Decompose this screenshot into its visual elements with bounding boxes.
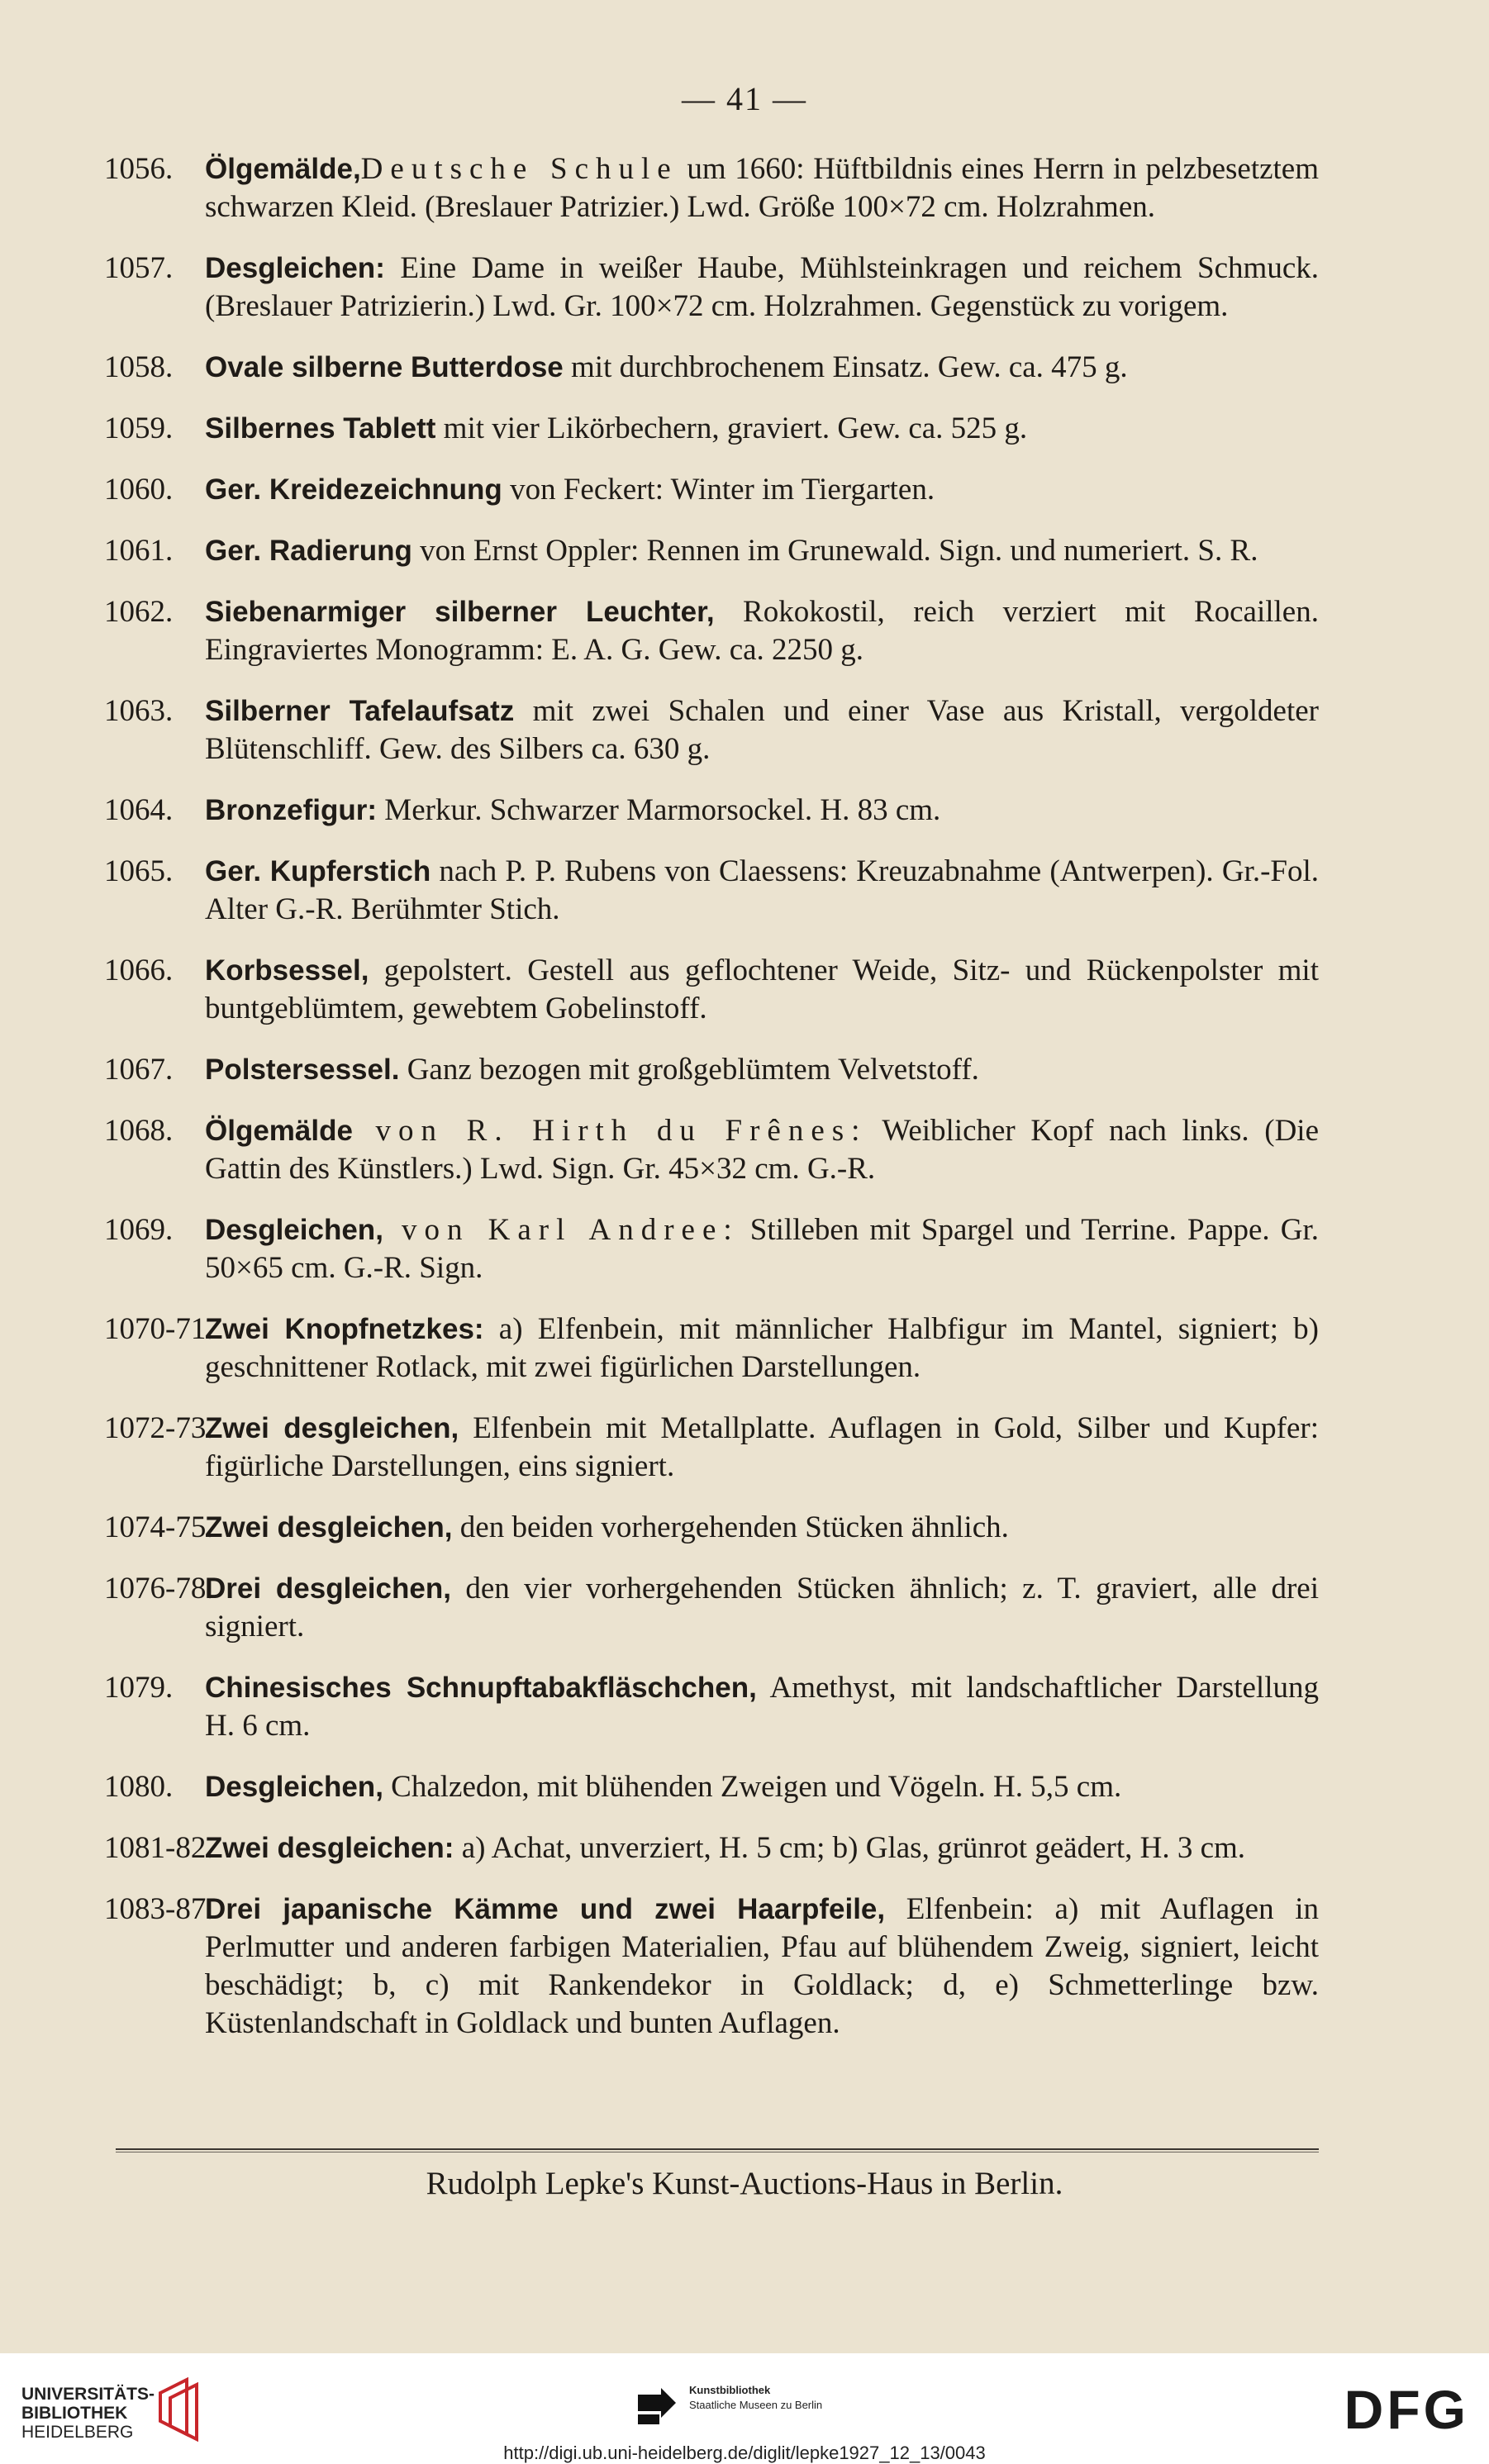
catalog-entry (104, 692, 1319, 768)
catalog-entry (104, 1310, 1319, 1387)
lot-description: nach P. P. Rubens von Claessens: Kreuzabnahme (Antwerpen). Gr.-Fol. Alter G.-R. Berühmter Stich. (205, 854, 1319, 926)
digitization-footer (0, 2353, 1489, 2464)
catalog-entry (104, 593, 1319, 669)
lot-title: Drei japanische Kämme und zwei Haarpfeile, (205, 1893, 886, 1925)
lot-number: 1057. (104, 251, 174, 285)
footer-rule (116, 2148, 1319, 2150)
lot-description: Rokokostil, reich verziert mit Rocaillen. Eingraviertes Monogramm: E. A. G. Gew. ca. 2250 g. (205, 595, 1319, 667)
lot-number: 1079. (104, 1671, 174, 1705)
library-name-line2: BIBLIOTHEK (21, 2404, 128, 2423)
library-name-line3: HEIDELBERG (21, 2423, 134, 2442)
ub-heidelberg-emblem-icon (154, 2376, 203, 2443)
lot-description: mit durchbrochenem Einsatz. Gew. ca. 475 g. (563, 350, 1128, 384)
kb-name: Kunstbibliothek (689, 2384, 771, 2396)
lot-description: Weiblicher Kopf nach links. (Die Gattin des Künstlers.) Lwd. Sign. Gr. 45×32 cm. G.-R. (205, 1114, 1319, 1186)
lot-title: Ger. Kreidezeichnung (205, 473, 502, 506)
lot-title: Drei desgleichen, (205, 1572, 451, 1605)
lot-number: 1081-82. (104, 1831, 214, 1865)
catalog-entry (104, 349, 1319, 387)
lot-title: Ovale silberne Butterdose (205, 351, 564, 383)
lot-title: Polstersessel. (205, 1054, 400, 1086)
lot-description: den beiden vorhergehenden Stücken ähnlich. (452, 1510, 1009, 1544)
lot-title: Chinesisches Schnupftabakfläschchen, (205, 1672, 757, 1704)
lot-number: 1060. (104, 473, 174, 507)
lot-title: Silbernes Tablett (205, 412, 436, 445)
catalog-entry (104, 1211, 1319, 1287)
lot-description: Stilleben mit Spargel und Terrine. Pappe. Gr. 50×65 cm. G.-R. Sign. (205, 1213, 1320, 1285)
lot-title: Desgleichen, (205, 1771, 383, 1803)
lot-description: von Feckert: Winter im Tiergarten. (502, 473, 935, 507)
catalog-entry (104, 471, 1319, 509)
catalog-entry (104, 952, 1319, 1028)
lot-title: Zwei desgleichen, (205, 1511, 453, 1544)
lot-description: Chalzedon, mit blühenden Zweigen und Vögeln. H. 5,5 cm. (383, 1770, 1122, 1804)
lot-title: Siebenarmiger silberner Leuchter, (205, 596, 715, 628)
lot-number: 1056. (104, 152, 174, 186)
catalog-entry (104, 1509, 1319, 1547)
lot-description: a) Achat, unverziert, H. 5 cm; b) Glas, grünrot geädert, H. 3 cm. (454, 1831, 1246, 1865)
lot-description: Elfenbein: a) mit Auflagen in Perlmutter und anderen farbigen Materialien, Pfau auf blühendem Zweig, signiert, leicht beschädigt; b, c) mit Rankendekor in Goldlack; d, e) Schmetterlinge bzw. Küstenlandschaft in Goldlack und bunten Auflagen. (205, 1892, 1319, 2040)
lot-description: Merkur. Schwarzer Marmorsockel. H. 83 cm. (377, 793, 941, 827)
catalog-entry (104, 532, 1319, 570)
lot-description: Elfenbein mit Metallplatte. Auflagen in Gold, Silber und Kupfer: figürliche Darstellungen, eins signiert. (205, 1411, 1319, 1483)
lot-title: Korbsessel, (205, 954, 369, 987)
catalog-entry (104, 792, 1319, 830)
lot-number: 1061. (104, 534, 174, 568)
lot-number: 1059. (104, 411, 174, 445)
lot-title: Ölgemälde, (205, 153, 361, 185)
catalog-entry (104, 410, 1319, 448)
library-name-line1: UNIVERSITÄTS- (21, 2385, 155, 2404)
catalog-entry (104, 1669, 1319, 1745)
lot-description: Eine Dame in weißer Haube, Mühlsteinkragen und reichem Schmuck. (Breslauer Patrizierin.) Lwd. Gr. 100×72 cm. Holzrahmen. Gegenstück zu vorigem. (205, 251, 1319, 323)
lot-description: gepolstert. Gestell aus geflochtener Weide, Sitz- und Rückenpolster mit buntgeblümtem, gewebtem Gobelinstoff. (205, 954, 1319, 1025)
catalog-entry (104, 250, 1319, 326)
artist-name: von R. Hirth du Frênes: (352, 1114, 868, 1148)
lot-description: mit zwei Schalen und einer Vase aus Kristall, vergoldeter Blütenschliff. Gew. des Silbers ca. 630 g. (205, 694, 1319, 766)
catalog-entry (104, 1768, 1319, 1806)
lot-title: Ger. Radierung (205, 535, 412, 567)
artist-name: Deutsche Schule (360, 152, 678, 186)
lot-description: mit vier Likörbechern, graviert. Gew. ca. 525 g. (435, 411, 1028, 445)
catalog-entry (104, 1891, 1319, 2043)
lot-description: den vier vorhergehenden Stücken ähnlich; z. T. graviert, alle drei signiert. (205, 1572, 1319, 1643)
catalog-entry (104, 150, 1319, 226)
lot-title: Zwei desgleichen: (205, 1832, 454, 1864)
lot-number: 1065. (104, 854, 174, 888)
page-number: — 41 — (682, 80, 807, 117)
ub-heidelberg-logo[interactable] (21, 2385, 155, 2442)
lot-number: 1072-73. (104, 1411, 214, 1445)
lot-title: Bronzefigur: (205, 794, 378, 826)
lot-description: Ganz bezogen mit großgeblümtem Velvetstoff. (399, 1053, 979, 1087)
lot-number: 1069. (104, 1213, 174, 1247)
catalog-entry (104, 1570, 1319, 1646)
catalog-entry (104, 1051, 1319, 1089)
dfg-logo[interactable]: DFG (1344, 2379, 1469, 2440)
kunstbibliothek-emblem-icon (636, 2386, 678, 2426)
lot-number: 1080. (104, 1770, 174, 1804)
lot-number: 1058. (104, 350, 174, 384)
lot-title: Desgleichen: (205, 252, 385, 284)
lot-title: Ölgemälde (205, 1115, 353, 1147)
lot-number: 1063. (104, 694, 174, 728)
entry-list (104, 150, 1319, 2043)
source-url-link[interactable]: http://digi.ub.uni-heidelberg.de/diglit/lepke1927_12_13/0043 (503, 2443, 986, 2463)
lot-number: 1070-71. (104, 1312, 214, 1346)
lot-title: Zwei desgleichen, (205, 1412, 459, 1444)
catalog-entry (104, 1112, 1319, 1188)
catalog-entry (104, 1410, 1319, 1486)
lot-description: a) Elfenbein, mit männlicher Halbfigur im Mantel, signiert; b) geschnittener Rotlack, mit zwei figürlichen Darstellungen. (205, 1312, 1319, 1384)
lot-number: 1066. (104, 954, 174, 987)
kb-subtitle: Staatliche Museen zu Berlin (689, 2399, 823, 2411)
lot-number: 1083-87. (104, 1892, 214, 1926)
lot-title: Zwei Knopfnetzkes: (205, 1313, 484, 1345)
lot-number: 1067. (104, 1053, 174, 1087)
artist-name: von Karl Andree: (383, 1213, 740, 1247)
lot-number: 1076-78. (104, 1572, 214, 1605)
lot-number: 1062. (104, 595, 174, 629)
lot-title: Ger. Kupferstich (205, 855, 431, 887)
catalog-entry (104, 1829, 1319, 1867)
lot-number: 1068. (104, 1114, 174, 1148)
lot-number: 1064. (104, 793, 174, 827)
lot-description: um 1660: Hüftbildnis eines Herrn in pelzbesetztem schwarzen Kleid. (Breslauer Patrizier.) Lwd. Größe 100×72 cm. Holzrahmen. (205, 152, 1320, 224)
lot-title: Desgleichen, (205, 1214, 383, 1246)
lot-description: Amethyst, mit landschaftlicher Darstellung H. 6 cm. (205, 1671, 1319, 1743)
lot-number: 1074-75. (104, 1510, 214, 1544)
lot-description: von Ernst Oppler: Rennen im Grunewald. Sign. und numeriert. S. R. (411, 534, 1258, 568)
lot-title: Silberner Tafelaufsatz (205, 695, 515, 727)
catalog-entry (104, 853, 1319, 929)
publisher-line: Rudolph Lepke's Kunst-Auctions-Haus in Berlin. (426, 2166, 1063, 2201)
